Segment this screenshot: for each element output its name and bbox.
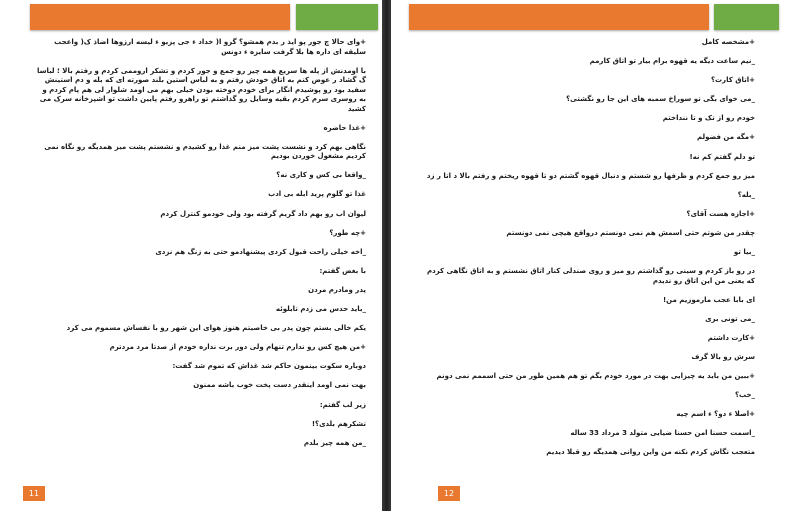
paragraph: ای بابا عجب مارموزیم من! — [662, 295, 755, 304]
paragraph: تشکرهم بلدی؟! — [311, 419, 366, 428]
left-page-text — [36, 38, 366, 458]
paragraph: _می تونی بری — [705, 314, 755, 323]
paragraph: +من هیچ کس رو ندارم تنهام ولی دور برت نداره خودم از صدتا مرد مردترم — [109, 343, 366, 352]
header-green-bar — [714, 4, 779, 30]
right-page-text — [419, 38, 755, 468]
paragraph: تو دلم گفتم کم نه! — [689, 152, 755, 161]
paragraph: غذا تو گلوم پرید ابله بی ادب — [268, 190, 366, 199]
paragraph: +مگه من فضولم — [696, 133, 755, 142]
paragraph: +اجازه هست آقای؟ — [686, 209, 755, 218]
paragraph: +اتاق کارت؟ — [710, 76, 755, 85]
paragraph: بهت نمی اومد اینقدر دست پخت خوب باشه ممنون — [193, 381, 366, 390]
paragraph: _من همه چیز بلدم — [303, 438, 366, 447]
paragraph: لیوان اب رو بهم داد گریم گرفته بود ولی خودمو کنترل کردم — [160, 209, 366, 218]
paragraph: +ببین من باید یه چیزایی بهت در مورد خودم بگم تو هم همین طور من حتی اسممم نمی دونم — [436, 372, 755, 381]
paragraph: نگاهی بهم کرد و نشست پشت میز منم غذا رو کشیدم و نشستم پشت میز همدیگه رو نگاه نمی کردیم مشغول خوردن بودیم — [44, 142, 366, 161]
paragraph: _بله؟ — [737, 190, 755, 199]
paragraph: _باید حدس می زدم تابلوئه — [275, 305, 366, 314]
paragraph: میز رو جمع کردم و ظرفها رو شستم و دنبال قهوه گشتم دو تا قهوه ریختم و رفتم بالا د اتا ر زد — [426, 171, 755, 180]
header-orange-bar — [409, 4, 709, 30]
book-gutter — [382, 0, 391, 511]
header-orange-bar — [30, 4, 290, 30]
left-page — [0, 0, 382, 511]
right-page-header — [409, 4, 779, 30]
paragraph: یکم خالی بستم چون پدر بی خاصیتم هنوز هوای این شهر رو با نفساش مسموم می کرد — [66, 324, 366, 333]
header-green-bar — [296, 4, 378, 30]
paragraph: چقدر من شوتم حتی اسمش هم نمی دونستم درواقع هیچی نمی دونستم — [506, 228, 755, 237]
paragraph: سرش رو بالا گرف — [691, 353, 755, 361]
right-page — [391, 0, 786, 511]
paragraph: +اصلا ء دو؟ ء اسم چیه — [676, 410, 755, 419]
paragraph: با بغض گفتم: — [319, 266, 366, 275]
paragraph: +غذا حاضره — [323, 123, 366, 132]
paragraph: _خب؟ — [734, 391, 755, 400]
paragraph: زیر لب گفتم: — [319, 400, 366, 409]
paragraph: پدر ومادرم مردن — [308, 285, 366, 294]
paragraph: _می خوای بگی تو سوراخ سمبه های این جا رو نگشتی؟ — [566, 95, 755, 104]
page-number-badge: 11 — [23, 486, 45, 501]
paragraph: با اومدنش از پله ها سریع همه چیز رو جمع و جور کردم و تشکر اروممی کردم و رفتم بالا ؛ لباسا گ گشاد ر عوض کنم به اتاق خودش رفتم و به لباس استین بلند صورته ای که بله و دم استینش سفید بود رو پوشیدم انگار برای خودم دوخته بودن خیلی بهم می اومد شلوار لی هم پام کردم و به روسری سرم کردم بقیه وسایل رو گذاشتم تو راهرو رفتم پایین داشت تو اشپزخانه سرک می کشید — [36, 66, 366, 113]
paragraph: متعجب نگاش کردم نکنه من واین روانی همدیگه رو قبلا دیدیم — [546, 448, 755, 457]
paragraph: _اسمت حسنا امن حسنا ضیایی متولد 3 مرداد 33 ساله — [570, 429, 755, 438]
paragraph: _اخه خیلی راحت قبول کردی پیشنهادمو حتی به زنگ هم نزدی — [155, 247, 366, 256]
paragraph: خودم رو از تک و تا ننداختم — [662, 114, 755, 123]
paragraph: +وای حالا چ جور پو ایذ ر بدم همشو؟ گرو ا( خداد ء جی پزیو ء لیسه ارزوها اضاذ ک( واعجب سلیقه ای داره ها بلا گرفت سایزه ء دونس — [54, 38, 366, 56]
paragraph: +مشخصه کامل — [701, 38, 755, 46]
paragraph: +کارت داشتم — [707, 333, 755, 342]
paragraph: _نیم ساعت دیگه یه قهوه برام بیار تو اتاق کارمم — [589, 57, 755, 66]
left-page-header — [30, 4, 378, 30]
paragraph: +چه طور؟ — [329, 228, 366, 237]
paragraph: در رو باز کردم و سینی رو گذاشتم رو میز و روی صندلی کنار اتاق نشستم و به اتاق نگاهی کردم که یعنی من این اتاق رو ندیدم — [426, 267, 755, 285]
page-number-badge: 12 — [438, 486, 460, 501]
paragraph: _بیا تو — [733, 248, 755, 257]
paragraph: دوباره سکوت بینمون حاکم شد غذاش که تموم شد گفت: — [172, 362, 366, 371]
paragraph: _واقعا بی کس و کاری نه؟ — [276, 171, 366, 180]
